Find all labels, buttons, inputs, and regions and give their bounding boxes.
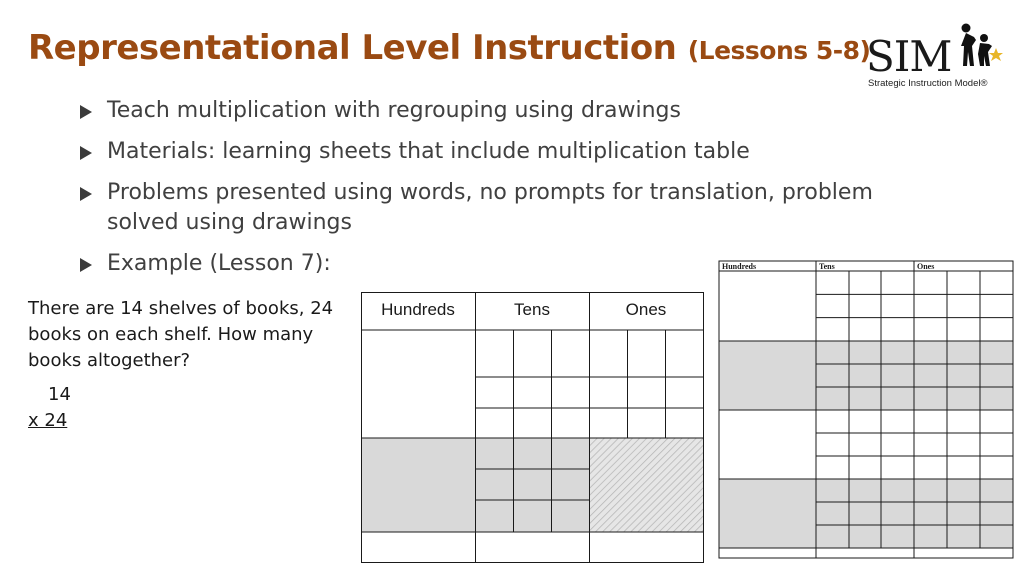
header-ones: Ones <box>625 300 667 319</box>
place-value-sheet-large <box>716 258 1016 562</box>
bullet-text: Teach multiplication with regrouping using drawings <box>107 98 681 123</box>
problem-text: There are 14 shelves of books, 24 books on each shelf. How many books altogether? <box>28 298 334 371</box>
bullet-arrow-icon <box>80 258 92 272</box>
bullet-text: Example (Lesson 7): <box>107 251 331 276</box>
bullet-text: Problems presented using words, no prompts for translation, problem solved using drawings <box>107 180 873 235</box>
bullet-arrow-icon <box>80 146 92 160</box>
people-figures-icon <box>958 22 1004 76</box>
calc-line-2: x 24 <box>28 410 68 431</box>
shaded-zone <box>362 438 476 532</box>
logo-wordmark: SIM <box>866 32 952 81</box>
title-sub: (Lessons 5-8) <box>687 36 871 65</box>
header-hundreds: Hundreds <box>381 300 455 319</box>
header-tens: Tens <box>514 300 550 319</box>
header-hundreds: Hundreds <box>722 262 757 271</box>
bullet-item <box>78 137 938 167</box>
calculation <box>28 382 358 434</box>
title-main: Representational Level Instruction <box>28 28 677 68</box>
bullet-item <box>78 96 938 126</box>
place-value-sheet-small <box>361 292 705 564</box>
shaded-zone <box>719 479 1013 548</box>
bullet-arrow-icon <box>80 105 92 119</box>
hatched-zone <box>590 438 704 532</box>
header-ones: Ones <box>917 262 935 271</box>
shaded-zone <box>476 438 590 532</box>
bullet-item <box>78 178 907 238</box>
word-problem <box>28 296 358 434</box>
bullet-text: Materials: learning sheets that include multiplication table <box>107 139 750 164</box>
shaded-zone <box>719 341 1013 410</box>
calc-line-1: 14 <box>48 384 71 405</box>
header-tens: Tens <box>819 262 835 271</box>
logo-tagline: Strategic Instruction Model® <box>868 78 988 89</box>
bullet-arrow-icon <box>80 187 92 201</box>
page-title <box>28 28 870 68</box>
sim-logo <box>866 18 1008 94</box>
